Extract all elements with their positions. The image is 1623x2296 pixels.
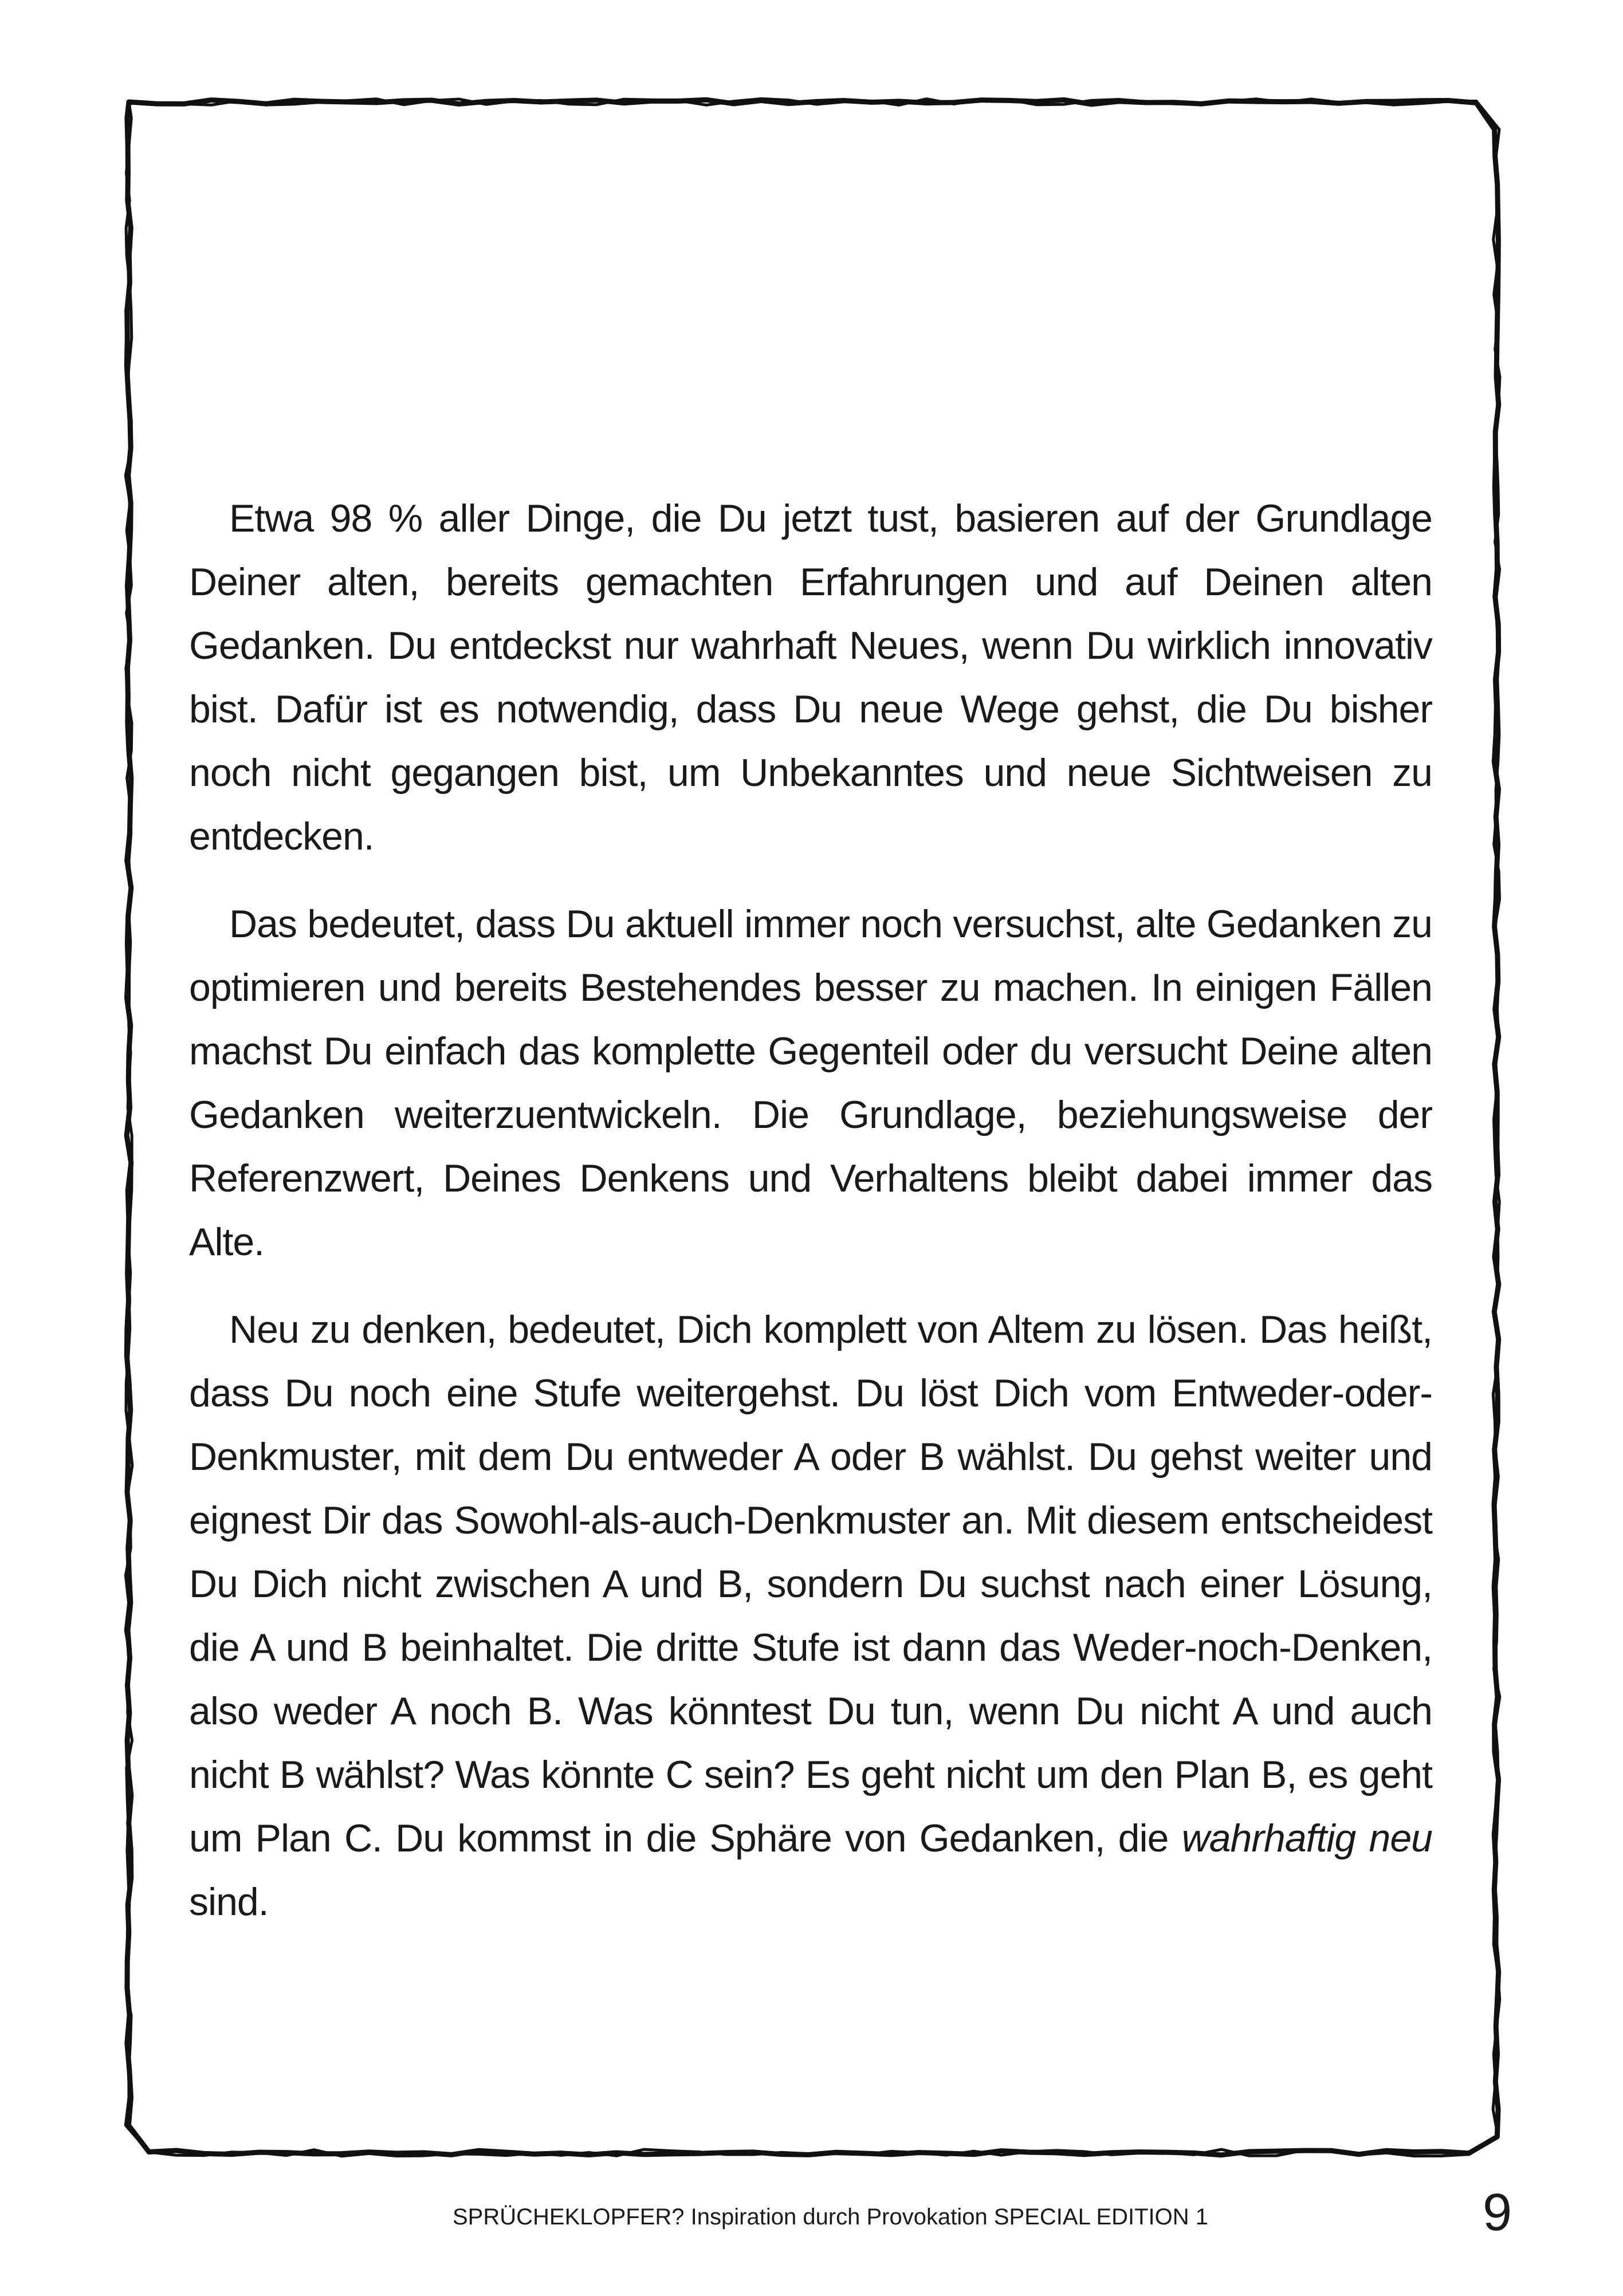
paragraph-3-end: sind. <box>189 1880 269 1924</box>
page-number: 9 <box>1483 2183 1512 2242</box>
paragraph-3-text: Neu zu denken, bedeutet, Dich komplett von Altem zu lösen. Das heißt, dass Du noch eine Stufe weitergehst. Du löst Dich vom Entweder-oder-Denkmuster, mit dem Du entweder A oder B wählst. Du gehst weiter und eignest Dir das Sowohl-als-auch-Denkmuster an. Mit diesem entscheidest Du Dich nicht zwischen A und B, sondern Du suchst nach einer Lösung, die A und B beinhaltet. Die dritte Stufe ist dann das Weder-noch-Denken, also weder A noch B. Was könntest Du tun, wenn Du nicht A und auch nicht B wählst? Was könnte C sein? Es geht nicht um den Plan B, es geht um Plan C. Du kommst in die Sphäre von Gedanken, die <box>189 1308 1432 1860</box>
body-text <box>189 487 1432 1958</box>
footer-title: SPRÜCHEKLOPFER? Inspiration durch Provokation SPECIAL EDITION 1 <box>453 2204 1209 2230</box>
paragraph-1: Etwa 98 % aller Dinge, die Du jetzt tust, basieren auf der Grundlage Deiner alten, bereits gemachten Erfahrungen und auf Deinen alten Gedanken. Du entdeckst nur wahrhaft Neues, wenn Du wirklich innovativ bist. Dafür ist es notwendig, dass Du neue Wege gehst, die Du bisher noch nicht gegangen bist, um Unbekanntes und neue Sichtweisen zu entdecken. <box>189 497 1432 858</box>
paragraph-2: Das bedeutet, dass Du aktuell immer noch versuchst, alte Gedanken zu optimieren und bereits Bestehendes besser zu machen. In einigen Fällen machst Du einfach das komplette Gegenteil oder du versucht Deine alten Gedanken weiterzuentwickeln. Die Grundlage, beziehungsweise der Referenzwert, Deines Denkens und Verhaltens bleibt dabei immer das Alte. <box>189 902 1432 1264</box>
emphasis-text: wahrhaftig neu <box>1181 1817 1432 1860</box>
paragraph-3 <box>189 1298 1432 1934</box>
